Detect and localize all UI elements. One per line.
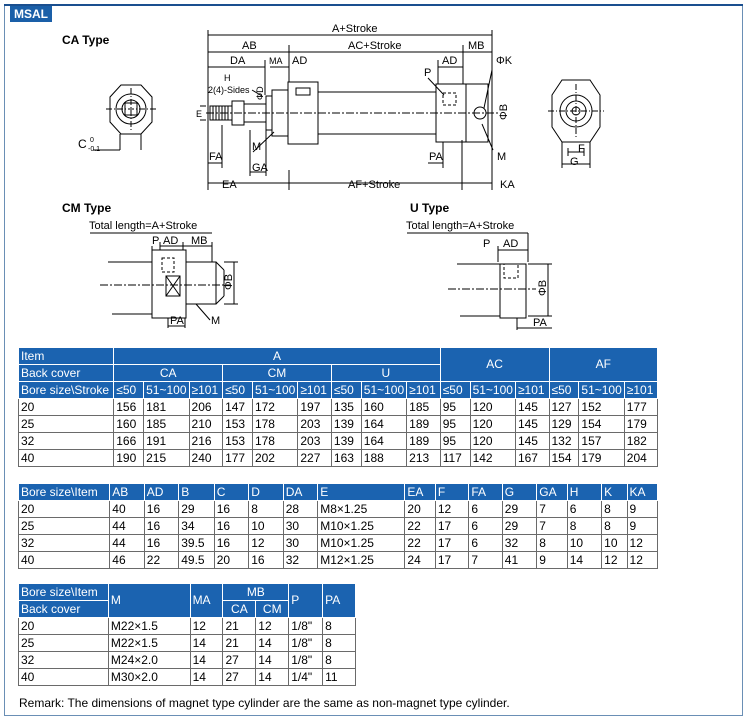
column-header: AD	[144, 484, 178, 501]
header-back-cover: Back cover	[19, 601, 109, 618]
table-cell: 152	[579, 399, 624, 416]
dimension-table-c	[18, 583, 356, 686]
stroke-header: ≤50	[549, 382, 579, 399]
table-cell: 160	[114, 416, 144, 433]
column-header: D	[249, 484, 283, 501]
ac-stroke-dim: AC+Stroke	[348, 40, 402, 52]
table-cell: 41	[502, 552, 536, 569]
cm-ad-dim: AD	[163, 235, 179, 247]
table-cell: M10×1.25	[318, 518, 405, 535]
table-cell: 17	[435, 535, 468, 552]
cm-type-label: CM Type	[62, 201, 112, 215]
header-bore-item: Bore size\Item	[19, 584, 109, 601]
table-cell: 44	[110, 518, 144, 535]
table-cell: 30	[283, 535, 317, 552]
table-cell: 12	[249, 535, 283, 552]
table-cell: 25	[19, 635, 109, 652]
stroke-header: ≥101	[407, 382, 441, 399]
m-dim-2: M	[497, 151, 507, 163]
table-cell: 14	[190, 635, 223, 652]
stroke-header: 51~100	[579, 382, 624, 399]
dimension-table-a	[18, 347, 658, 467]
stroke-header: ≥101	[624, 382, 657, 399]
table-cell: 215	[144, 450, 189, 467]
table-row	[19, 416, 658, 433]
table-cell: 153	[223, 416, 253, 433]
table-cell: 202	[252, 450, 297, 467]
table-cell: 182	[624, 433, 657, 450]
table-cell: 178	[252, 416, 297, 433]
table-cell: 32	[502, 535, 536, 552]
table-cell: 40	[110, 501, 144, 518]
table-cell: 145	[515, 399, 549, 416]
column-header: F	[435, 484, 468, 501]
table-cell: 95	[440, 416, 470, 433]
header-a: A	[114, 348, 440, 365]
column-header: DA	[283, 484, 317, 501]
table-cell: 139	[331, 416, 361, 433]
table-cell: 177	[624, 399, 657, 416]
header-pa: PA	[323, 584, 356, 618]
table-cell: 12	[627, 535, 657, 552]
table-cell: 132	[549, 433, 579, 450]
table-cell: 22	[144, 552, 178, 569]
table-row	[19, 399, 658, 416]
table-cell: 7	[537, 518, 567, 535]
table-row	[19, 518, 658, 535]
table-cell: 6	[469, 535, 502, 552]
table-row	[19, 552, 658, 569]
table-cell: 12	[627, 552, 657, 569]
table-cell: 178	[252, 433, 297, 450]
stroke-header: ≤50	[440, 382, 470, 399]
table-cell: 1/8"	[289, 652, 323, 669]
table-cell: 25	[19, 518, 110, 535]
table-cell: M12×1.25	[318, 552, 405, 569]
table-cell: 145	[515, 416, 549, 433]
u-type-view	[407, 233, 552, 330]
ca-type-label: CA Type	[62, 33, 110, 47]
header-ac: AC	[440, 348, 549, 382]
table-cell: 153	[223, 433, 253, 450]
sides-dim: 2(4)-Sides	[208, 85, 250, 95]
column-header: C	[214, 484, 248, 501]
g-dim: G	[570, 156, 579, 168]
table-cell: 32	[19, 652, 109, 669]
table-cell: 190	[114, 450, 144, 467]
table-cell: 213	[407, 450, 441, 467]
ad-dim: AD	[292, 55, 308, 67]
ga-dim: GA	[252, 162, 268, 174]
table-cell: 8	[602, 501, 627, 518]
stroke-header: ≥101	[515, 382, 549, 399]
table-cell: 44	[110, 535, 144, 552]
stroke-header: 51~100	[252, 382, 297, 399]
remark-note: Remark: The dimensions of magnet type cylinder are the same as non-magnet type cylinder.	[19, 696, 510, 710]
header-back-cover: Back cover	[19, 365, 114, 382]
table-cell: 203	[298, 416, 332, 433]
table-cell: 145	[515, 433, 549, 450]
table-cell: 8	[567, 518, 601, 535]
header-bore-stroke: Bore size\Stroke	[19, 382, 114, 399]
column-header: K	[602, 484, 627, 501]
table-cell: 9	[627, 518, 657, 535]
table-cell: 11	[323, 669, 356, 686]
table-cell: 20	[19, 618, 109, 635]
table-cell: 117	[440, 450, 470, 467]
table-cell: 7	[537, 501, 567, 518]
table-cell: 154	[549, 450, 579, 467]
header-item: Item	[19, 348, 114, 365]
table-cell: 14	[190, 652, 223, 669]
table-cell: 197	[298, 399, 332, 416]
table-cell: 1/4"	[289, 669, 323, 686]
table-cell: 16	[249, 552, 283, 569]
cm-total-length: Total length=A+Stroke	[89, 220, 198, 232]
table-cell: 16	[214, 535, 248, 552]
table-cell: 8	[537, 535, 567, 552]
table-cell: 14	[256, 635, 289, 652]
table-cell: 16	[214, 501, 248, 518]
table-cell: 14	[256, 652, 289, 669]
cm-type-view	[90, 233, 238, 328]
table-cell: 95	[440, 433, 470, 450]
table-cell: 240	[189, 450, 223, 467]
dimension-table-b	[18, 483, 658, 569]
column-header: EA	[405, 484, 435, 501]
header-p: P	[289, 584, 323, 618]
table-cell: 8	[249, 501, 283, 518]
column-header: G	[502, 484, 536, 501]
table-cell: 28	[283, 501, 317, 518]
table-cell: 14	[190, 669, 223, 686]
table-cell: 20	[19, 501, 110, 518]
a-stroke-dim: A+Stroke	[332, 23, 378, 35]
table-cell: 135	[331, 399, 361, 416]
table-cell: 6	[567, 501, 601, 518]
table-cell: 203	[298, 433, 332, 450]
table-cell: 1/8"	[289, 635, 323, 652]
table-cell: 227	[298, 450, 332, 467]
ma-dim: MA	[269, 56, 283, 66]
table-cell: 120	[470, 416, 515, 433]
table-cell: 191	[144, 433, 189, 450]
technical-drawing	[0, 0, 749, 340]
table-cell: 32	[19, 535, 110, 552]
cm-p-dim: P	[152, 235, 160, 247]
table-cell: 179	[579, 450, 624, 467]
fa-dim: FA	[209, 151, 223, 163]
h-dim: H	[224, 73, 231, 83]
table-cell: 22	[405, 535, 435, 552]
table-cell: 147	[223, 399, 253, 416]
phi-k-dim: ΦK	[496, 55, 513, 67]
cm-m-dim: M	[211, 315, 221, 327]
table-row	[19, 652, 356, 669]
table-cell: 204	[624, 450, 657, 467]
u-pa-dim: PA	[533, 317, 547, 329]
column-header: KA	[627, 484, 657, 501]
table-cell: 25	[19, 416, 114, 433]
table-row	[19, 669, 356, 686]
table-cell: 157	[579, 433, 624, 450]
header-mb-ca: CA	[223, 601, 256, 618]
ad-dim-2: AD	[442, 55, 458, 67]
f-dim: F	[578, 143, 585, 155]
table-cell: 210	[189, 416, 223, 433]
header-m: M	[108, 584, 190, 618]
u-type-label: U Type	[410, 201, 450, 215]
table-cell: 10	[249, 518, 283, 535]
table-cell: M22×1.5	[108, 618, 190, 635]
cm-mb-dim: MB	[191, 235, 208, 247]
table-cell: 167	[515, 450, 549, 467]
table-cell: 216	[189, 433, 223, 450]
u-total-length: Total length=A+Stroke	[406, 220, 515, 232]
table-cell: 12	[602, 552, 627, 569]
table-cell: 12	[435, 501, 468, 518]
table-cell: 7	[469, 552, 502, 569]
table-cell: 10	[567, 535, 601, 552]
table-cell: M10×1.25	[318, 535, 405, 552]
header-af: AF	[549, 348, 658, 382]
table-cell: 14	[567, 552, 601, 569]
table-cell: 29	[502, 518, 536, 535]
table-cell: 16	[214, 518, 248, 535]
af-stroke-dim: AF+Stroke	[348, 179, 401, 191]
table-cell: 120	[470, 399, 515, 416]
table-cell: 17	[435, 518, 468, 535]
table-cell: 8	[323, 652, 356, 669]
table-cell: 29	[502, 501, 536, 518]
table-cell: 189	[407, 433, 441, 450]
table-cell: 9	[627, 501, 657, 518]
table-cell: 8	[602, 518, 627, 535]
u-ad-dim: AD	[503, 238, 519, 250]
m-dim: M	[252, 141, 262, 153]
table-cell: 6	[469, 501, 502, 518]
table-cell: 166	[114, 433, 144, 450]
ca-side-view	[200, 30, 498, 190]
table-cell: 160	[361, 399, 406, 416]
table-cell: 164	[361, 433, 406, 450]
header-mb: MB	[223, 584, 289, 601]
phi-b-dim: ΦB	[498, 103, 510, 120]
table-cell: 8	[323, 618, 356, 635]
table-cell: 12	[190, 618, 223, 635]
table-row	[19, 433, 658, 450]
table-cell: 129	[549, 416, 579, 433]
table-cell: 20	[19, 399, 114, 416]
table-cell: 24	[405, 552, 435, 569]
table-cell: 16	[144, 535, 178, 552]
table-cell: 40	[19, 669, 109, 686]
stroke-header: ≤50	[223, 382, 253, 399]
table-cell: 9	[537, 552, 567, 569]
c-tol-top: 0	[90, 137, 94, 144]
header-ca: CA	[114, 365, 223, 382]
table-cell: 189	[407, 416, 441, 433]
column-header: AB	[110, 484, 144, 501]
table-cell: 120	[470, 433, 515, 450]
table-cell: 142	[470, 450, 515, 467]
table-cell: 20	[214, 552, 248, 569]
table-cell: 40	[19, 552, 110, 569]
header-u: U	[331, 365, 440, 382]
header-cm: CM	[223, 365, 332, 382]
mb-dim: MB	[468, 40, 485, 52]
ca-front-view	[93, 85, 156, 150]
column-header: FA	[469, 484, 502, 501]
table-cell: 27	[223, 669, 256, 686]
table-cell: 127	[549, 399, 579, 416]
table-cell: 8	[323, 635, 356, 652]
header-ma: MA	[190, 584, 223, 618]
table-row	[19, 535, 658, 552]
c-label: C	[78, 137, 87, 151]
table-cell: 6	[469, 518, 502, 535]
stroke-header: ≥101	[189, 382, 223, 399]
ab-dim: AB	[242, 40, 257, 52]
table-cell: 27	[223, 652, 256, 669]
ka-dim: KA	[500, 179, 515, 191]
table-cell: 172	[252, 399, 297, 416]
stroke-header: ≤50	[114, 382, 144, 399]
table-cell: 156	[114, 399, 144, 416]
table-cell: 181	[144, 399, 189, 416]
p-dim: P	[424, 67, 432, 79]
table-cell: 164	[361, 416, 406, 433]
cm-phi-b-dim: ΦB	[223, 273, 235, 290]
series-badge: MSAL	[10, 6, 52, 22]
stroke-header: 51~100	[361, 382, 406, 399]
table-cell: 1/8"	[289, 618, 323, 635]
table-cell: M30×2.0	[108, 669, 190, 686]
stroke-header: ≥101	[298, 382, 332, 399]
table-cell: 32	[283, 552, 317, 569]
column-header: Bore size\Item	[19, 484, 110, 501]
table-cell: 139	[331, 433, 361, 450]
column-header: H	[567, 484, 601, 501]
table-cell: M22×1.5	[108, 635, 190, 652]
table-cell: 154	[579, 416, 624, 433]
table-cell: 46	[110, 552, 144, 569]
table-cell: 32	[19, 433, 114, 450]
stroke-header: 51~100	[470, 382, 515, 399]
table-cell: 185	[407, 399, 441, 416]
table-cell: 20	[405, 501, 435, 518]
ea-dim: EA	[222, 179, 237, 191]
table-cell: 30	[283, 518, 317, 535]
table-cell: 206	[189, 399, 223, 416]
table-cell: 14	[256, 669, 289, 686]
c-tol-bottom: -0.1	[88, 146, 101, 153]
table-cell: 185	[144, 416, 189, 433]
u-p-dim: P	[483, 238, 491, 250]
table-cell: 39.5	[179, 535, 215, 552]
table-cell: 10	[602, 535, 627, 552]
table-cell: 40	[19, 450, 114, 467]
e-dim: E	[196, 109, 203, 119]
u-phi-b-dim: ΦB	[537, 279, 549, 296]
table-cell: 34	[179, 518, 215, 535]
table-cell: M24×2.0	[108, 652, 190, 669]
column-header: E	[318, 484, 405, 501]
table-cell: 21	[223, 635, 256, 652]
stroke-header: ≤50	[331, 382, 361, 399]
ca-rear-view	[548, 80, 604, 168]
table-cell: M8×1.25	[318, 501, 405, 518]
table-cell: 49.5	[179, 552, 215, 569]
table-cell: 29	[179, 501, 215, 518]
pa-dim: PA	[429, 151, 443, 163]
cm-pa-dim: PA	[170, 315, 184, 327]
table-cell: 21	[223, 618, 256, 635]
table-row	[19, 450, 658, 467]
table-cell: 188	[361, 450, 406, 467]
table-row	[19, 618, 356, 635]
table-cell: 179	[624, 416, 657, 433]
table-row	[19, 501, 658, 518]
table-cell: 16	[144, 501, 178, 518]
table-row	[19, 635, 356, 652]
table-cell: 163	[331, 450, 361, 467]
table-cell: 16	[144, 518, 178, 535]
table-cell: 12	[256, 618, 289, 635]
column-header: GA	[537, 484, 567, 501]
table-cell: 17	[435, 552, 468, 569]
column-header: B	[179, 484, 215, 501]
da-dim: DA	[230, 55, 246, 67]
header-mb-cm: CM	[256, 601, 289, 618]
table-cell: 95	[440, 399, 470, 416]
table-cell: 22	[405, 518, 435, 535]
phi-d-dim: ΦD	[255, 86, 265, 100]
table-cell: 177	[223, 450, 253, 467]
stroke-header: 51~100	[144, 382, 189, 399]
